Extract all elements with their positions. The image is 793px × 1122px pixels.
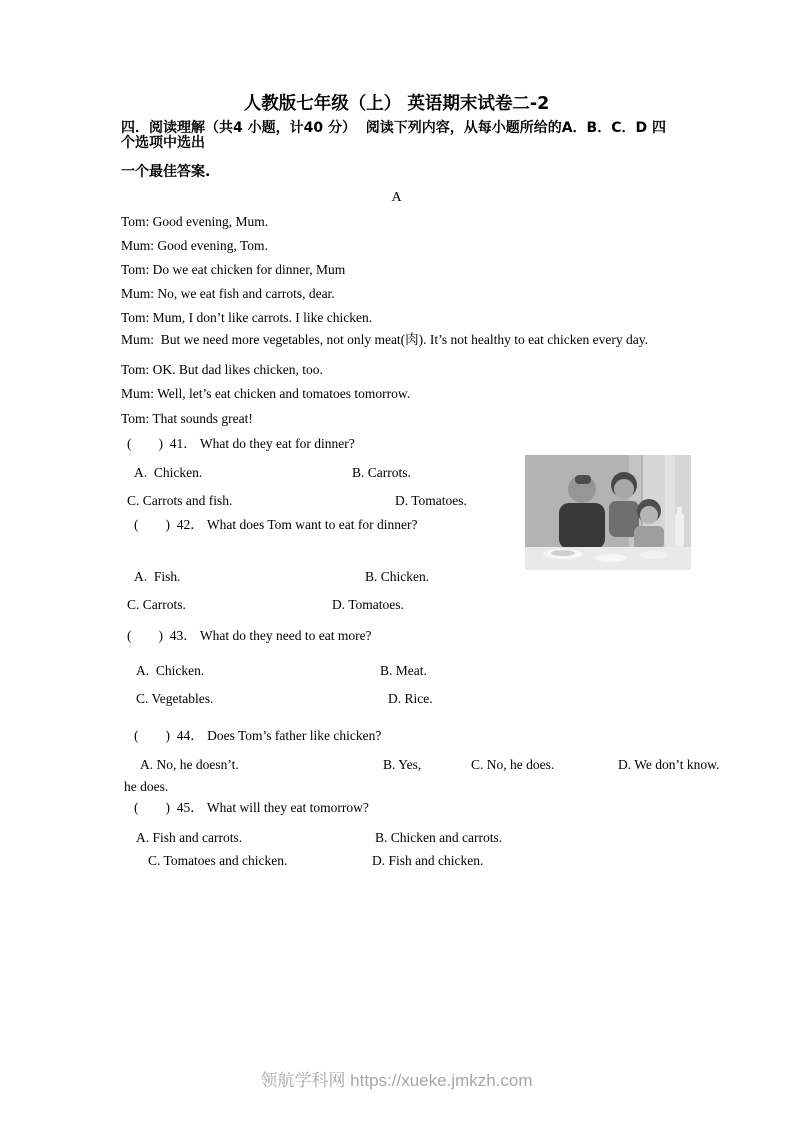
question-45-option-a: A. Fish and carrots. <box>136 830 243 845</box>
question-41-option-c: C. Carrots and fish. <box>127 493 233 508</box>
question-44-option-b-continuation: he does. <box>124 779 169 794</box>
question-42: ( ) 42． What does Tom want to eat for dinner? <box>134 517 418 532</box>
question-44-option-d: D. We don’t know. <box>618 757 720 772</box>
dialogue-line: Tom: Do we eat chicken for dinner, Mum <box>121 262 346 277</box>
exam-title: 人教版七年级（上） 英语期末试卷二-2 <box>243 94 550 114</box>
question-45-option-d: D. Fish and chicken. <box>372 853 484 868</box>
dialogue-line: Mum: Well, let’s eat chicken and tomatoes tomorrow. <box>121 386 411 401</box>
dialogue-line: Tom: That sounds great! <box>121 411 253 426</box>
question-44-option-b: B. Yes, <box>383 757 422 772</box>
dialogue-line: Mum: No, we eat fish and carrots, dear. <box>121 286 335 301</box>
dialogue-line: Mum: Good evening, Tom. <box>121 238 268 253</box>
watermark-footer: 领航学科网 https://xueke.jmkzh.com <box>260 1071 533 1090</box>
question-41: ( ) 41． What do they eat for dinner? <box>127 436 355 451</box>
question-45-option-c: C. Tomatoes and chicken. <box>148 853 288 868</box>
dialogue-line: Tom: Good evening, Mum. <box>121 214 269 229</box>
question-42-option-d: D. Tomatoes. <box>332 597 404 612</box>
dialogue-line: Tom: OK. But dad likes chicken, too. <box>121 362 323 377</box>
question-41-option-b: B. Carrots. <box>352 465 411 480</box>
question-44-option-c: C. No, he does. <box>471 757 555 772</box>
question-44-option-a: A. No, he doesn’t. <box>140 757 239 772</box>
question-41-option-a: A. Chicken. <box>134 465 203 480</box>
family-dinner-photo <box>525 455 691 570</box>
question-41-option-d: D. Tomatoes. <box>395 493 467 508</box>
question-43-option-a: A. Chicken. <box>136 663 205 678</box>
question-42-option-b: B. Chicken. <box>365 569 430 584</box>
question-45-option-b: B. Chicken and carrots. <box>375 830 503 845</box>
dialogue-line: Mum: But we need more vegetables, not only meat(肉). It’s not healthy to eat chicken every day. <box>121 332 648 347</box>
question-43-option-d: D. Rice. <box>388 691 433 706</box>
question-43: ( ) 43． What do they need to eat more? <box>127 628 372 643</box>
question-44: ( ) 44． Does Tom’s father like chicken? <box>134 728 382 743</box>
instructions-line-3: 一个最佳答案. <box>121 164 211 180</box>
question-43-option-c: C. Vegetables. <box>136 691 214 706</box>
question-42-option-a: A. Fish. <box>134 569 181 584</box>
instructions-line-2: 个选项中选出 <box>121 135 205 151</box>
section-label: A <box>391 190 402 205</box>
dialogue-line: Tom: Mum, I don’t like carrots. I like chicken. <box>121 310 373 325</box>
question-43-option-b: B. Meat. <box>380 663 427 678</box>
question-45: ( ) 45． What will they eat tomorrow? <box>134 800 369 815</box>
question-42-option-c: C. Carrots. <box>127 597 186 612</box>
instructions-line-1: 四．阅读理解（共4 小题，计40 分） 阅读下列内容，从每小题所给的A．B．C．D 四 <box>121 120 666 136</box>
family-dinner-photo-graphic <box>525 455 691 570</box>
